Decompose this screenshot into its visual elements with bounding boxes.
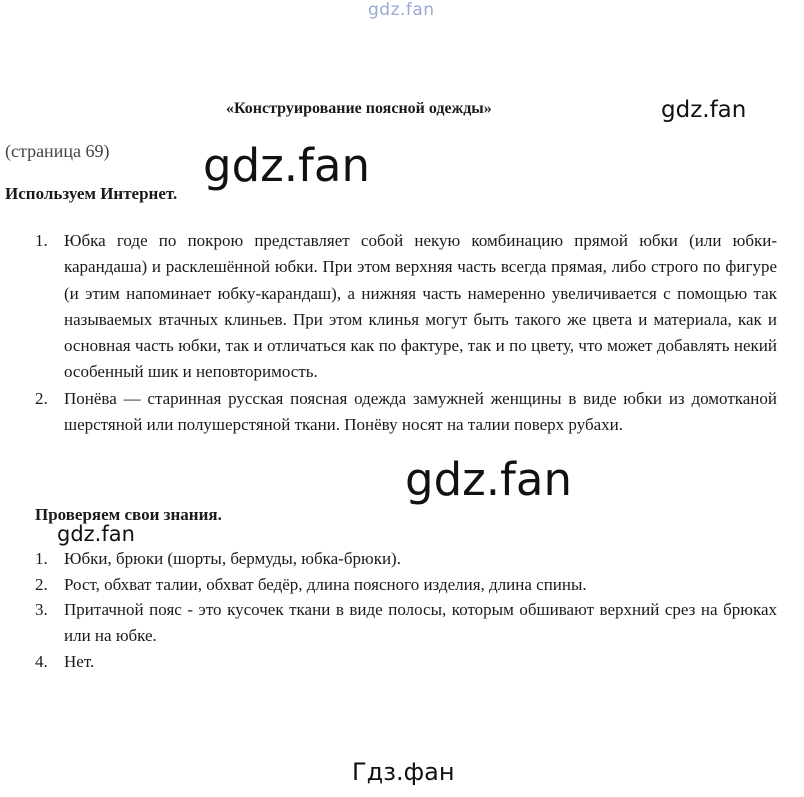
watermark-top: gdz.fan: [368, 0, 435, 20]
section-heading-internet: Используем Интернет.: [5, 184, 178, 203]
list-item: [35, 572, 777, 598]
item-number: 4.: [35, 651, 48, 671]
list-item: [35, 228, 777, 386]
item-text: Понёва — старинная русская поясная одежда замужней женщины в виде юбки из домотканой шерстяной или полушерстяной ткани. Понёву носят на талии поверх рубахи.: [64, 388, 777, 435]
item-text: Рост, обхват талии, обхват бедёр, длина поясного изделия, длина спины.: [64, 574, 587, 594]
knowledge-answers-list: [35, 546, 777, 675]
item-number: 3.: [35, 600, 48, 620]
list-item: [35, 546, 777, 572]
watermark-center-lower: gdz.fan: [405, 453, 572, 506]
item-number: 2.: [35, 388, 48, 408]
item-text: Юбка годе по покрою представляет собой некую комбинацию прямой юбки (или юбки-карандаша) и расклешённой юбки. При этом верхняя часть всегда прямая, либо строго по фигуре (и этим напоминает юбку-карандаш), а нижняя часть намеренно увеличивается с помощью так называемых втачных клиньев. При этом клинья могут быть такого же цвета и материала, как и основная часть юбки, так и отличаться как по фактуре, так и по цвету, что может добавлять некий особенный шик и неповторимость.: [64, 231, 777, 382]
watermark-center-upper: gdz.fan: [203, 139, 370, 192]
internet-answers-list: [35, 228, 777, 438]
item-number: 1.: [35, 549, 48, 568]
item-text: Притачной пояс - это кусочек ткани в виде полосы, которым обшивают верхний срез на брюках или на юбке.: [64, 600, 777, 646]
item-number: 2.: [35, 574, 48, 594]
item-text: Нет.: [64, 651, 95, 671]
watermark-bottom: Гдз.фан: [352, 758, 455, 786]
section-heading-knowledge: Проверяем свои знания.: [35, 505, 222, 524]
watermark-left-small: gdz.fan: [57, 522, 135, 546]
page-reference: (страница 69): [5, 141, 110, 161]
document-title: «Конструирование поясной одежды»: [226, 100, 492, 117]
list-item: [35, 597, 777, 648]
list-item: [35, 649, 777, 675]
item-number: 1.: [35, 231, 48, 250]
item-text: Юбки, брюки (шорты, бермуды, юбка-брюки).: [64, 549, 401, 568]
list-item: [35, 386, 777, 439]
watermark-right: gdz.fan: [661, 97, 747, 123]
